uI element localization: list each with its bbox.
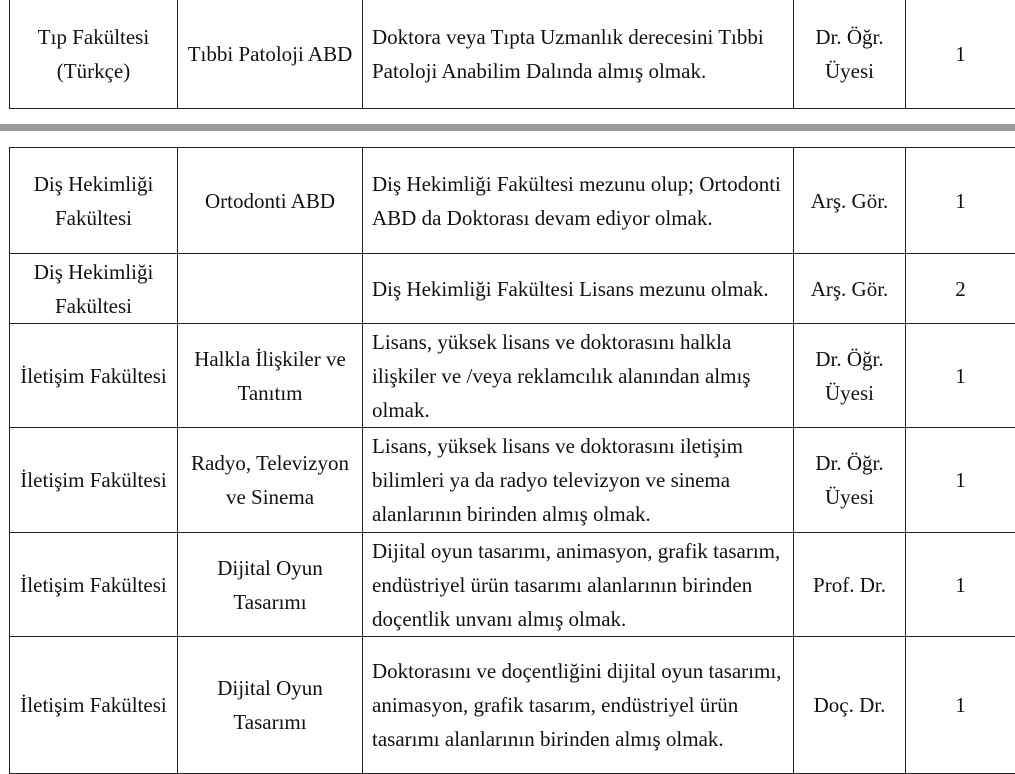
title-cell: Dr. Öğr. Üyesi xyxy=(794,0,906,108)
title-cell: Arş. Gör. xyxy=(794,148,906,254)
table-row xyxy=(10,533,1015,637)
faculty-cell: Diş Hekimliği Fakültesi xyxy=(10,148,178,254)
requirement-cell: Doktora veya Tıpta Uzmanlık derecesini Tıbbi Patoloji Anabilim Dalında almış olmak. xyxy=(363,0,794,108)
department-cell: Radyo, Televizyon ve Sinema xyxy=(178,428,363,533)
title-cell: Doç. Dr. xyxy=(794,637,906,774)
count-cell: 1 xyxy=(906,533,1015,637)
section-divider xyxy=(0,124,1015,131)
count-cell: 1 xyxy=(906,428,1015,533)
count-cell: 1 xyxy=(906,324,1015,428)
count-cell: 1 xyxy=(906,148,1015,254)
department-cell: Dijital Oyun Tasarımı xyxy=(178,533,363,637)
table-row xyxy=(10,324,1015,428)
faculty-cell: Diş Hekimliği Fakültesi xyxy=(10,254,178,324)
requirement-cell: Doktorasını ve doçentliğini dijital oyun tasarımı, animasyon, grafik tasarım, endüstriyel ürün tasarımı alanlarının birinden almış olmak. xyxy=(363,637,794,774)
faculty-cell: İletişim Fakültesi xyxy=(10,533,178,637)
requirement-cell: Dijital oyun tasarımı, animasyon, grafik tasarım, endüstriyel ürün tasarımı alanlarının birinden doçentlik unvanı almış olmak. xyxy=(363,533,794,637)
faculty-cell: İletişim Fakültesi xyxy=(10,428,178,533)
requirement-cell: Lisans, yüksek lisans ve doktorasını iletişim bilimleri ya da radyo televizyon ve sinema alanlarının birinden almış olmak. xyxy=(363,428,794,533)
table-row xyxy=(10,254,1015,324)
staff-table-top xyxy=(9,0,1015,109)
count-cell: 1 xyxy=(906,637,1015,774)
faculty-cell: İletişim Fakültesi xyxy=(10,324,178,428)
requirement-cell: Diş Hekimliği Fakültesi Lisans mezunu olmak. xyxy=(363,254,794,324)
table-row xyxy=(10,637,1015,774)
table-row xyxy=(10,428,1015,533)
department-cell: Dijital Oyun Tasarımı xyxy=(178,637,363,774)
department-cell: Ortodonti ABD xyxy=(178,148,363,254)
department-cell: Halkla İlişkiler ve Tanıtım xyxy=(178,324,363,428)
title-cell: Prof. Dr. xyxy=(794,533,906,637)
faculty-cell: Tıp Fakültesi (Türkçe) xyxy=(10,0,178,108)
table-row xyxy=(10,0,1015,108)
count-cell: 1 xyxy=(906,0,1015,108)
department-cell xyxy=(178,254,363,324)
requirement-cell: Lisans, yüksek lisans ve doktorasını halkla ilişkiler ve /veya reklamcılık alanından almış olmak. xyxy=(363,324,794,428)
faculty-cell: İletişim Fakültesi xyxy=(10,637,178,774)
requirement-cell: Diş Hekimliği Fakültesi mezunu olup; Ortodonti ABD da Doktorası devam ediyor olmak. xyxy=(363,148,794,254)
title-cell: Dr. Öğr. Üyesi xyxy=(794,428,906,533)
staff-table-main xyxy=(9,147,1015,774)
table-row xyxy=(10,148,1015,254)
department-cell: Tıbbi Patoloji ABD xyxy=(178,0,363,108)
count-cell: 2 xyxy=(906,254,1015,324)
title-cell: Dr. Öğr. Üyesi xyxy=(794,324,906,428)
title-cell: Arş. Gör. xyxy=(794,254,906,324)
